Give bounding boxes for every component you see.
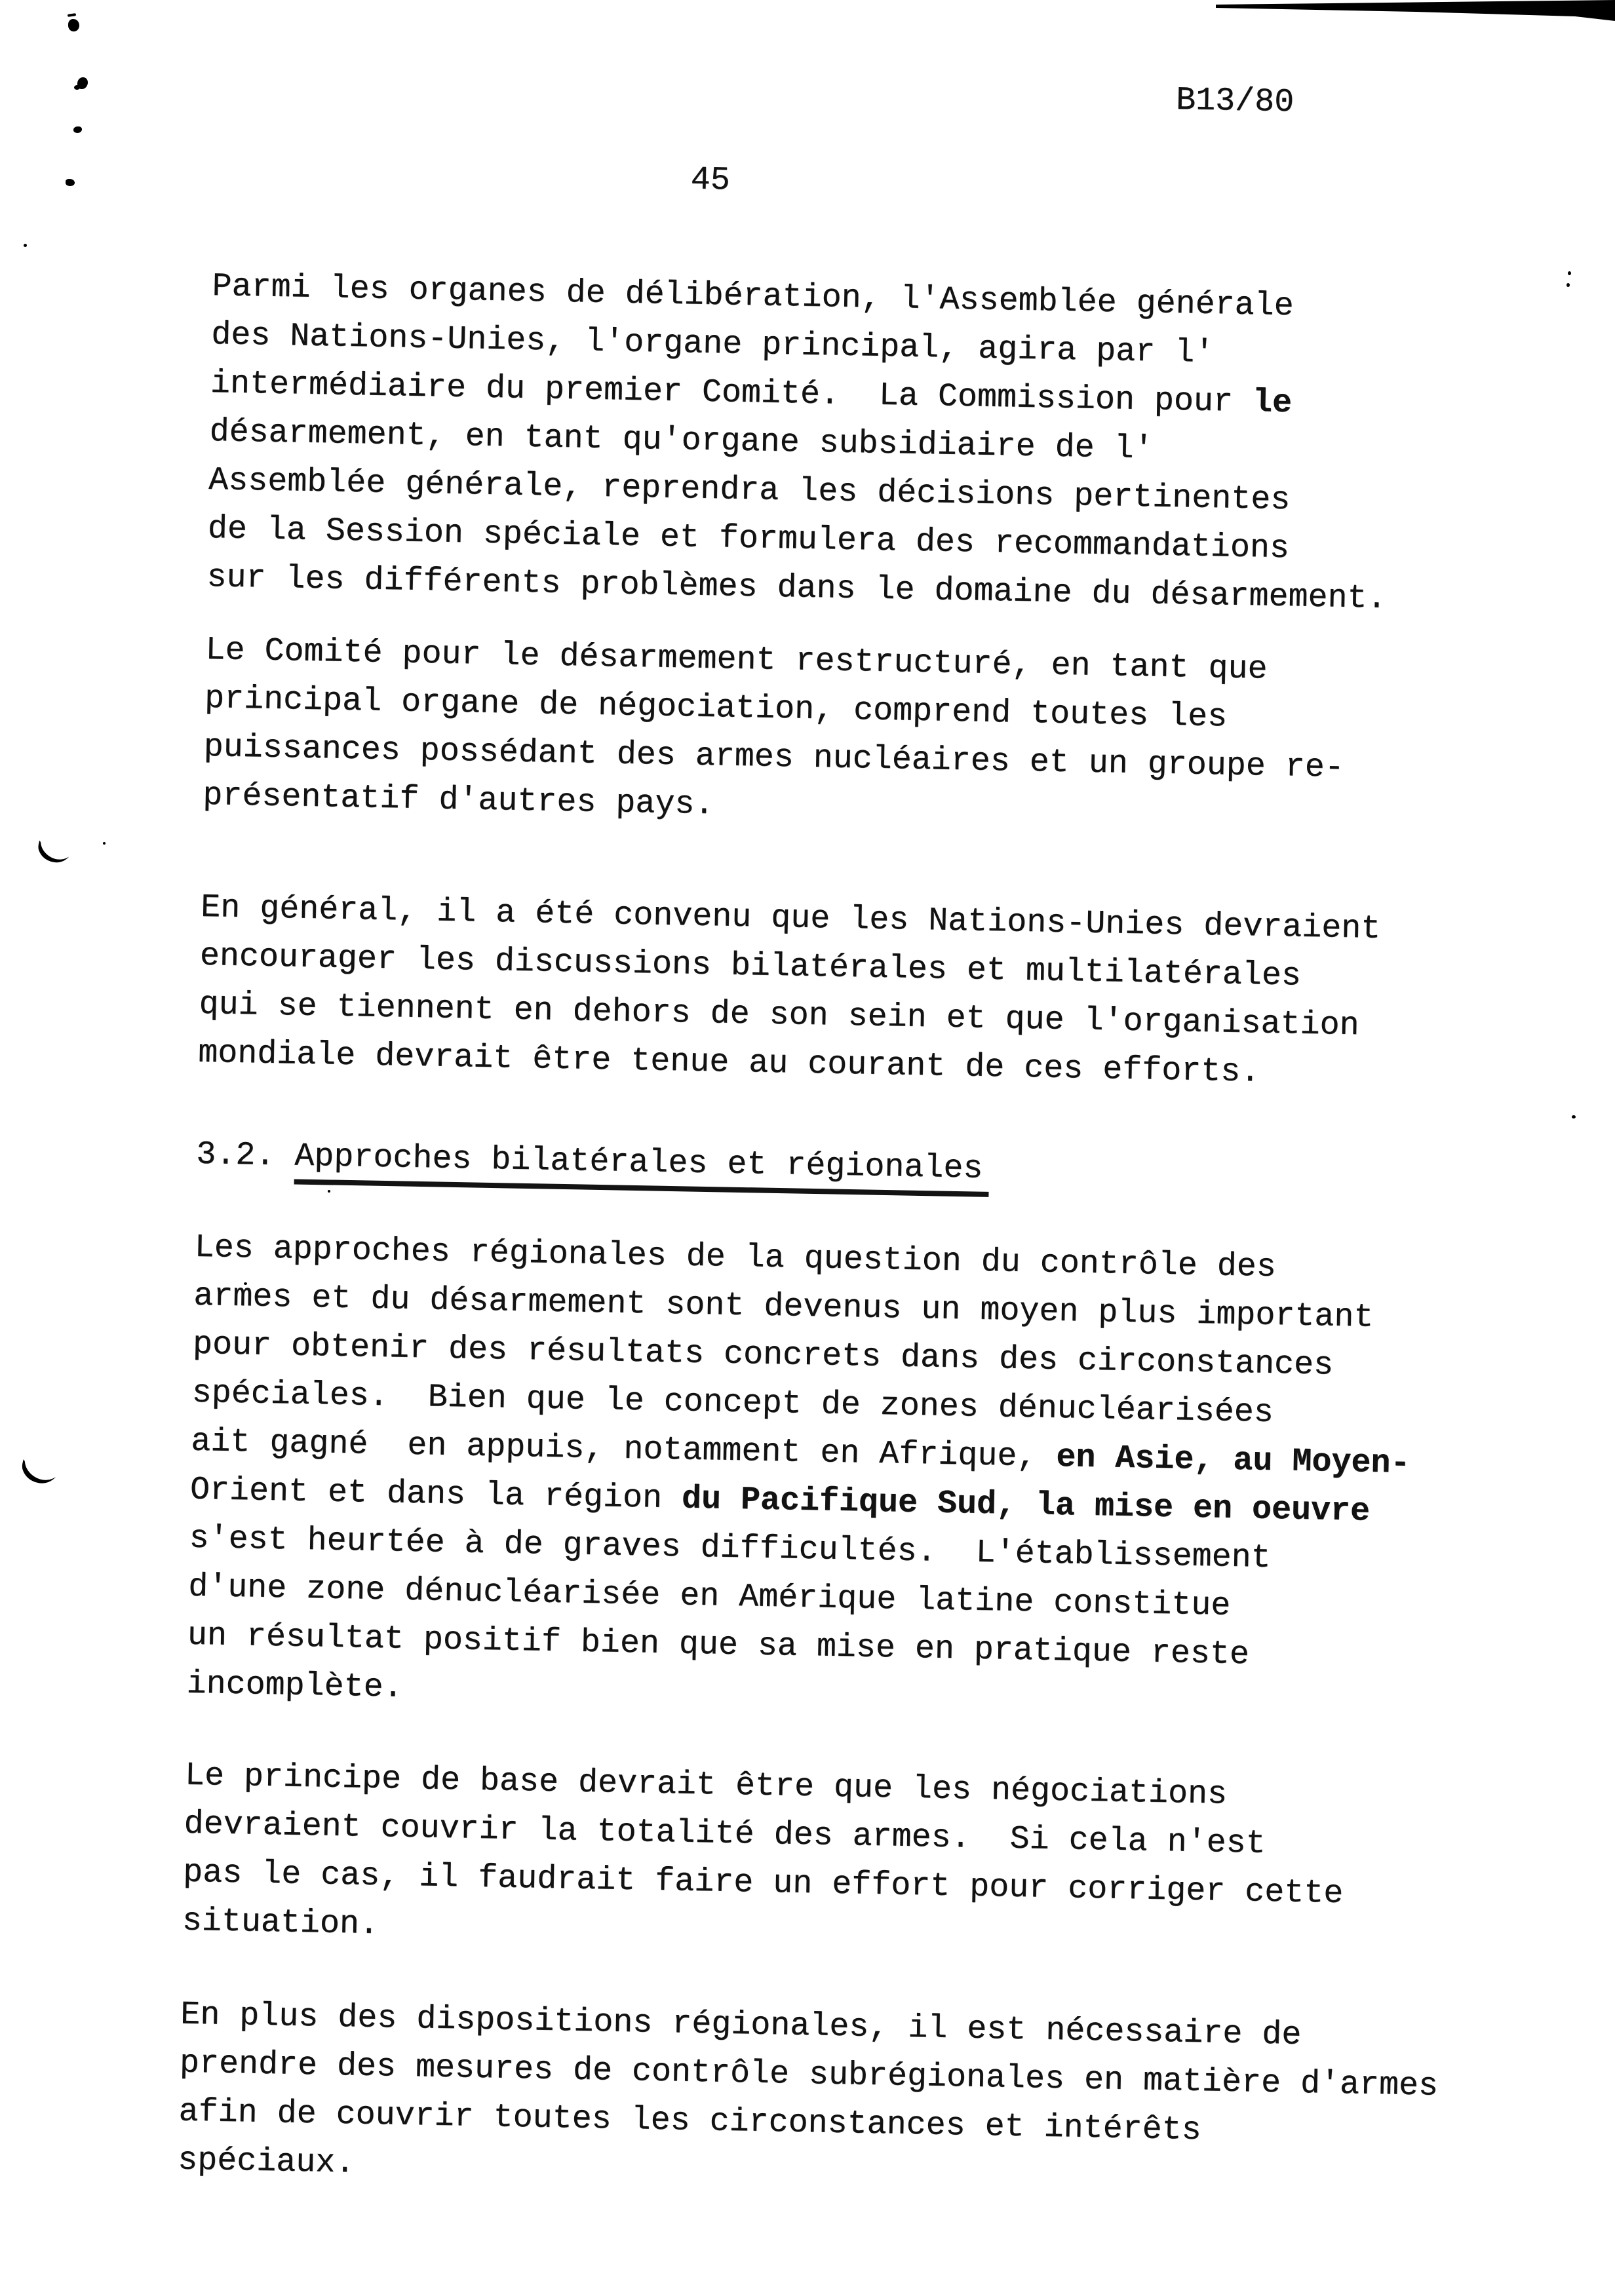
scan-artifact-speck	[74, 85, 80, 90]
text-segment: pour obtenir des résultats concrets dans des circonstances	[192, 1326, 1334, 1385]
para-1	[206, 263, 1530, 626]
scan-artifact-speck	[68, 13, 76, 17]
text-segment: armes et du désarmement sont devenus un moyen plus important	[193, 1277, 1374, 1337]
text-segment: prendre des mesures de contrôle subrégionales en matière d'armes	[179, 2044, 1439, 2105]
scan-artifact-speck	[73, 126, 82, 133]
text-segment: sur les différents problèmes dans le domaine du désarmement.	[206, 558, 1388, 618]
document-body	[178, 263, 1530, 2209]
text-segment: spéciaux.	[177, 2141, 355, 2183]
text-segment: Le principe de base devrait être que les négociations	[184, 1757, 1228, 1814]
text-segment: Le Comité pour le désarmement restructuré, en tant que	[204, 631, 1268, 689]
para-2	[203, 626, 1523, 845]
scan-artifact-speck	[66, 179, 75, 186]
text-segment: 3.2.	[195, 1136, 295, 1176]
text-segment: un résultat positif bien que sa mise en pratique reste	[187, 1617, 1250, 1674]
text-segment: désarmement, en tant qu'organe subsidiaire de l'	[209, 413, 1154, 469]
para-4	[186, 1224, 1512, 1733]
text-segment: encourager les discussions bilatérales et multilatérales	[199, 937, 1302, 995]
text-segment: En général, il a été convenu que les Nations-Unies devraient	[200, 889, 1381, 948]
text-segment: présentatif d'autres pays.	[202, 776, 714, 824]
scan-artifact-crescent-mark	[35, 839, 71, 864]
text-segment: ait gagné en appuis, notamment en Afrique,	[190, 1423, 1057, 1476]
scan-artifact-dot	[103, 842, 106, 845]
scan-artifact-speck	[68, 19, 79, 31]
scan-artifact-crescent-mark	[19, 1459, 58, 1484]
text-segment: en Asie, au Moyen-	[1055, 1438, 1411, 1483]
scan-artifact-dot	[1572, 1115, 1576, 1119]
document-page	[178, 59, 1534, 2209]
text-segment: afin de couvrir toutes les circonstances et intérêts	[178, 2093, 1202, 2150]
heading-underlined-text: Approches bilatérales et régionales	[294, 1138, 990, 1196]
text-segment: mondiale devrait être tenue au courant de ces efforts.	[197, 1034, 1260, 1092]
scan-artifact-speck	[24, 244, 27, 247]
para-5	[182, 1752, 1502, 1970]
text-segment: le	[1252, 384, 1293, 423]
para-6	[178, 1991, 1498, 2210]
text-segment: Assemblée générale, reprendra les décisions pertinentes	[208, 461, 1291, 520]
text-segment: des Nations-Unies, l'organe principal, agira par l'	[210, 316, 1215, 372]
heading-3-2	[196, 1131, 1514, 1204]
text-segment: du Pacifique Sud, la mise en oeuvre	[681, 1480, 1371, 1531]
page-number: 45	[690, 161, 731, 200]
scan-artifact-dot	[1566, 283, 1570, 287]
scan-artifact-dot	[1568, 271, 1571, 275]
text-segment: Parmi les organes de délibération, l'Assemblée générale	[212, 267, 1294, 326]
text-segment: d'une zone dénucléarisée en Amérique latine constitue	[187, 1568, 1231, 1625]
text-segment: Les approches régionales de la question du contrôle des	[194, 1229, 1277, 1286]
text-segment: s'est heurtée à de graves difficultés. L'établissement	[189, 1520, 1272, 1577]
text-segment: qui se tiennent en dehors de son sein et que l'organisation	[199, 985, 1360, 1045]
text-segment: pas le cas, il faudrait faire un effort pour corriger cette	[182, 1854, 1344, 1913]
text-segment: principal organe de négociation, comprend toutes les	[204, 679, 1228, 737]
document-reference: B13/80	[1175, 81, 1294, 122]
text-segment: En plus des dispositions régionales, il est nécessaire de	[180, 1996, 1302, 2054]
text-segment: spéciales. Bien que le concept de zones dénucléarisées	[191, 1374, 1274, 1432]
text-segment: situation.	[182, 1902, 379, 1944]
text-segment: puissances possédant des armes nucléaires et un groupe re-	[203, 728, 1345, 787]
para-3	[198, 884, 1519, 1102]
text-segment: de la Session spéciale et formulera des recommandations	[207, 510, 1290, 568]
text-segment: Orient et dans la région	[189, 1471, 682, 1518]
text-line	[196, 1131, 1514, 1204]
text-segment: incomplète.	[186, 1665, 404, 1707]
text-segment: intermédiaire du premier Comité. La Commission pour	[210, 364, 1253, 422]
text-segment: devraient couvrir la totalité des armes. Si cela n'est	[184, 1805, 1266, 1863]
scan-artifact-top-edge-bar	[1216, 0, 1615, 22]
